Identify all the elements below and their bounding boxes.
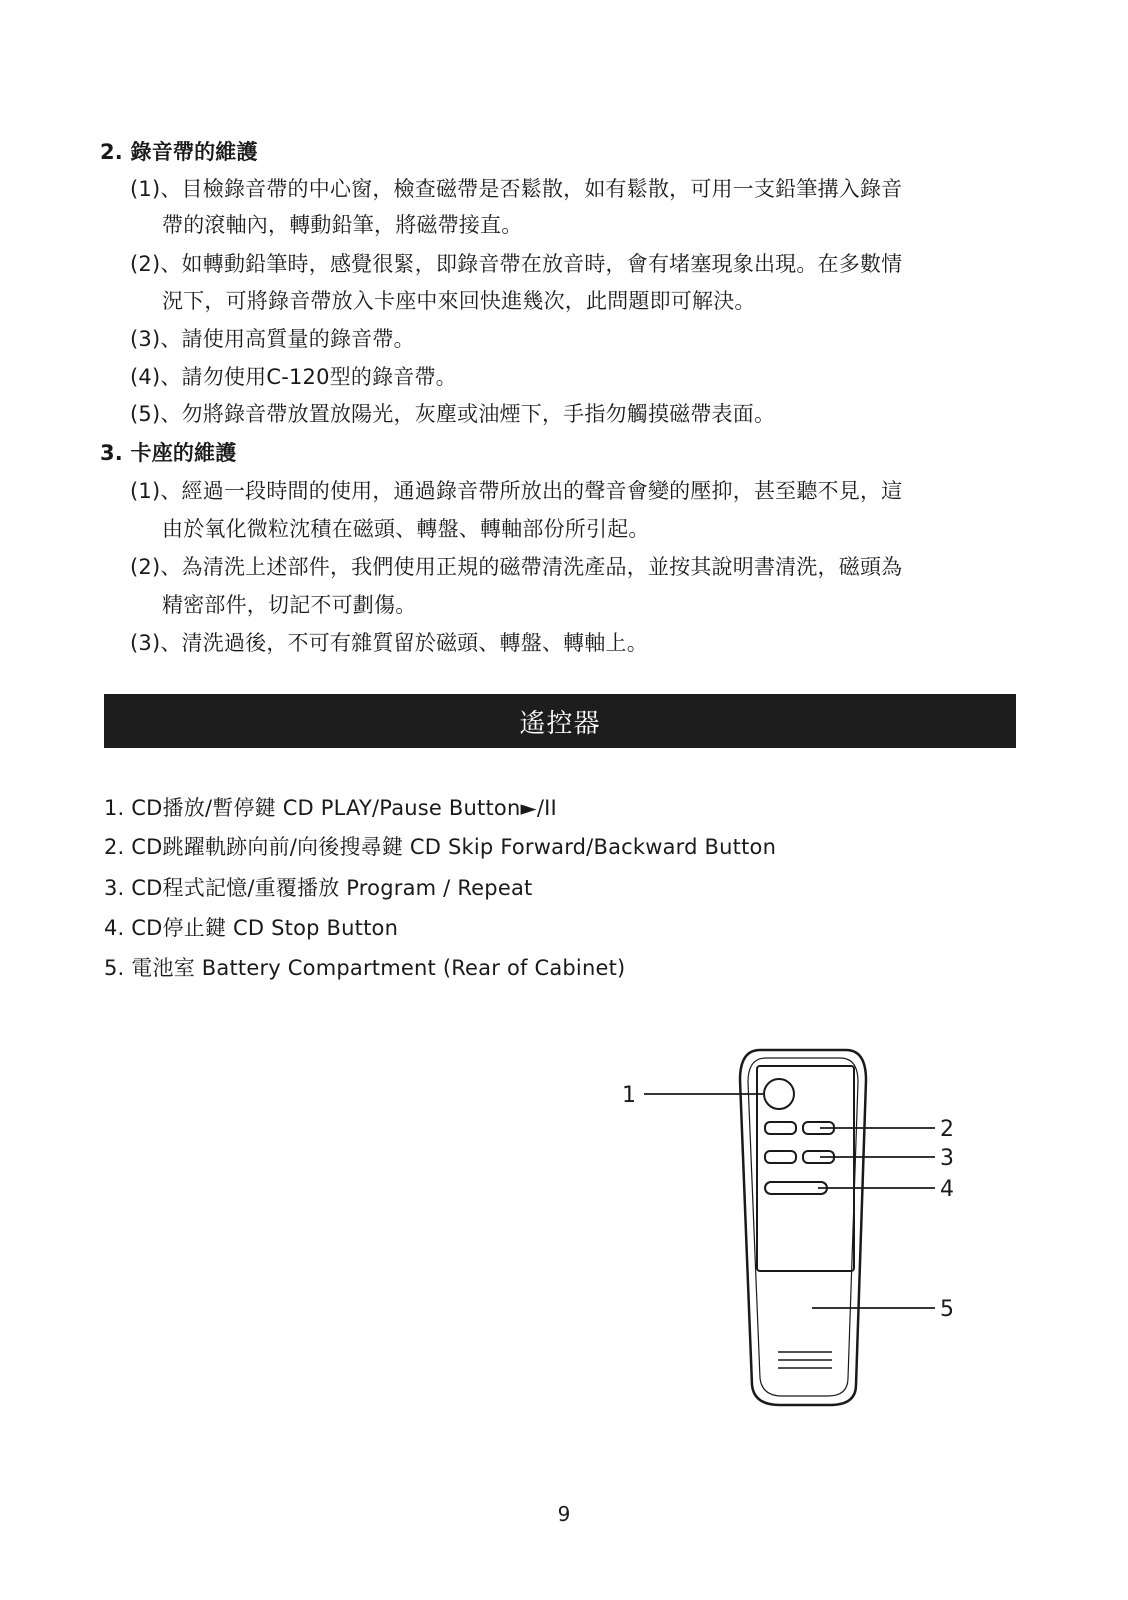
remote-control-banner bbox=[104, 694, 1016, 748]
remote-body-inner-edge bbox=[748, 1058, 858, 1396]
section-3-title: 3. 卡座的維護 bbox=[100, 441, 237, 465]
remote-part-4: 4. CD停止鍵 CD Stop Button bbox=[104, 916, 399, 940]
callout-label-1: 1 bbox=[622, 1083, 636, 1108]
section-2-item-2: (2)、如轉動鉛筆時，感覺很緊，即錄音帶在放音時，會有堵塞現象出現。在多數情 bbox=[130, 252, 903, 276]
remote-part-2: 2. CD跳躍軌跡向前/向後搜尋鍵 CD Skip Forward/Backward Button bbox=[104, 835, 777, 859]
callout-label-5: 5 bbox=[940, 1297, 954, 1322]
banner-title: 遙控器 bbox=[519, 708, 601, 739]
play-pause-key bbox=[764, 1079, 794, 1109]
callout-label-2: 2 bbox=[940, 1117, 954, 1142]
skip-back-key bbox=[765, 1122, 796, 1134]
remote-control-diagram bbox=[620, 1040, 980, 1420]
section-2-item-5: (5)、勿將錄音帶放置放陽光，灰塵或油煙下，手指勿觸摸磁帶表面。 bbox=[130, 402, 776, 426]
section-3-item-1: (1)、經過一段時間的使用，通過錄音帶所放出的聲音會變的壓抑，甚至聽不見，這 bbox=[130, 479, 903, 503]
section-2-item-4: (4)、請勿使用C-120型的錄音帶。 bbox=[130, 365, 457, 389]
section-3-item-2-cont: 精密部件，切記不可劃傷。 bbox=[162, 593, 417, 617]
remote-front-panel bbox=[757, 1066, 854, 1271]
section-2-item-1-cont: 帶的滾軸內，轉動鉛筆，將磁帶接直。 bbox=[162, 213, 523, 237]
callout-label-4: 4 bbox=[940, 1177, 954, 1202]
section-3-item-1-cont: 由於氧化微粒沈積在磁頭、轉盤、轉軸部份所引起。 bbox=[162, 517, 650, 541]
section-2-item-2-cont: 況下，可將錄音帶放入卡座中來回快進幾次，此問題即可解決。 bbox=[162, 289, 756, 313]
callout-label-3: 3 bbox=[940, 1146, 954, 1171]
remote-part-3: 3. CD程式記憶/重覆播放 Program / Repeat bbox=[104, 876, 533, 900]
program-key bbox=[765, 1151, 796, 1163]
section-2-item-3: (3)、請使用高質量的錄音帶。 bbox=[130, 327, 415, 351]
stop-key bbox=[765, 1182, 827, 1194]
page-number: 9 bbox=[557, 1502, 571, 1526]
remote-part-1: 1. CD播放/暫停鍵 CD PLAY/Pause Button►/II bbox=[104, 796, 557, 820]
section-2-item-1: (1)、目檢錄音帶的中心窗，檢查磁帶是否鬆散，如有鬆散，可用一支鉛筆搆入錄音 bbox=[130, 177, 903, 201]
section-3-item-3: (3)、清洗過後，不可有雜質留於磁頭、轉盤、轉軸上。 bbox=[130, 631, 648, 655]
section-3-item-2: (2)、為清洗上述部件，我們使用正規的磁帶清洗產品，並按其說明書清洗，磁頭為 bbox=[130, 555, 903, 579]
remote-part-5: 5. 電池室 Battery Compartment (Rear of Cabinet) bbox=[104, 956, 626, 980]
section-2-title: 2. 錄音帶的維護 bbox=[100, 140, 258, 164]
